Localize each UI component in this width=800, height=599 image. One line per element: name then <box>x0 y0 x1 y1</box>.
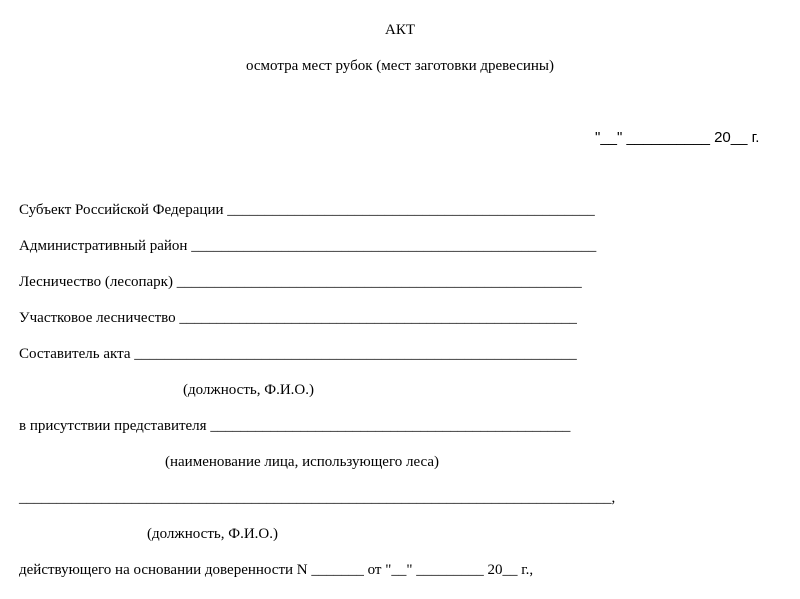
document-title: АКТ <box>385 22 415 38</box>
author-line: Составитель акта ___________________________________________________________ <box>19 346 577 362</box>
authority-line: действующего на основании доверенности N _______ от "__" _________ 20__ г., <box>19 562 534 578</box>
subject-line: Субъект Российской Федерации _________________________________________________ <box>19 202 595 218</box>
blank-line: _______________________________________________________________________________, <box>19 490 616 506</box>
hint-position-2: (должность, Ф.И.О.) <box>147 526 278 542</box>
hint-position: (должность, Ф.И.О.) <box>183 382 314 398</box>
district-line: Административный район ______________________________________________________ <box>19 238 597 254</box>
forestry-line: Лесничество (лесопарк) ______________________________________________________ <box>19 274 582 290</box>
hint-forest-user: (наименование лица, использующего леса) <box>165 454 439 470</box>
date-line: "__" __________ 20__ г. <box>595 129 760 146</box>
document-subtitle: осмотра мест рубок (мест заготовки древесины) <box>246 58 554 74</box>
local-forestry-line: Участковое лесничество _____________________________________________________ <box>19 310 577 326</box>
presence-line: в присутствии представителя ________________________________________________ <box>19 418 571 434</box>
